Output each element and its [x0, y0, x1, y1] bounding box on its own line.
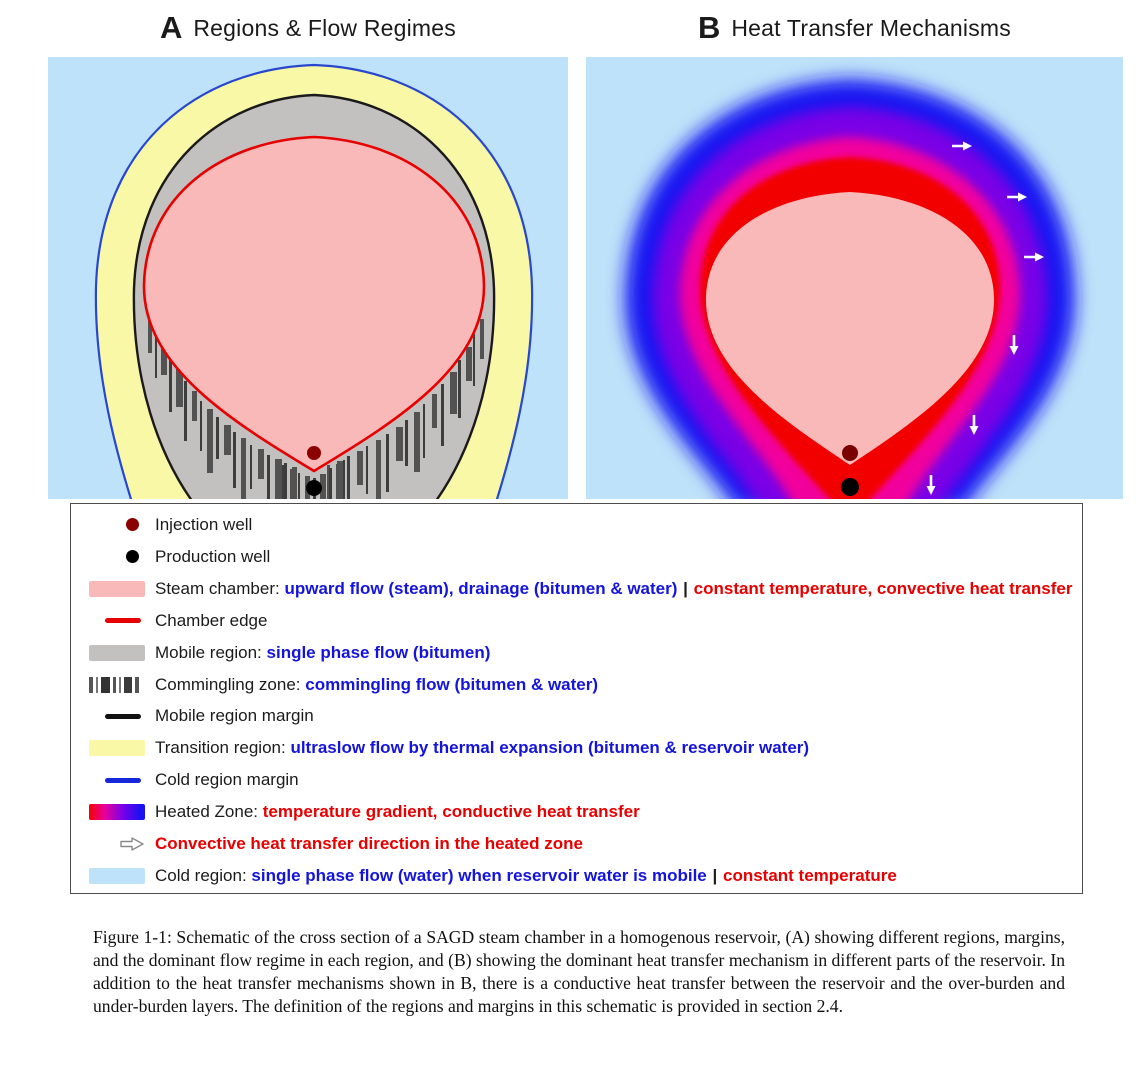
legend-item-transition-region	[89, 733, 1082, 763]
separator: |	[683, 578, 688, 598]
heat-transfer-text: Convective heat transfer direction in the heated zone	[155, 834, 583, 854]
legend-item-cold-region-margin	[89, 765, 1082, 795]
panel-a-title-text: Regions & Flow Regimes	[193, 14, 456, 41]
heat-transfer-schematic	[586, 57, 1123, 499]
flow-regime-text: single phase flow (water) when reservoir water is mobile	[251, 866, 707, 886]
legend-item-cold-region	[89, 861, 1082, 891]
panel-b-title-text: Heat Transfer Mechanisms	[731, 14, 1011, 41]
legend-label: Mobile region margin	[155, 706, 314, 726]
mobile-region-margin-icon	[105, 714, 141, 719]
production-well-icon	[126, 550, 139, 563]
legend-label: Steam chamber:	[155, 578, 280, 598]
injection-well-dot-b	[842, 445, 858, 461]
figure-caption: Figure 1-1: Schematic of the cross section of a SAGD steam chamber in a homogenous reservoir, (A) showing different regions, margins, and the dominant flow regime in each region, and (B) showing the dominant heat transfer mechanism in different parts of the reservoir. In addition to the heat transfer mechanisms shown in B, there is a conductive heat transfer between the reservoir and the over-burden and under-burden layers. The definition of the regions and margins in this schematic is provided in section 2.4.	[93, 927, 1065, 1017]
transition-region-swatch	[89, 740, 145, 756]
production-well-dot	[306, 480, 322, 496]
heat-transfer-text: constant temperature	[723, 866, 897, 886]
production-well-dot-b	[841, 478, 859, 496]
legend-label: Commingling zone:	[155, 674, 301, 694]
cold-region-swatch	[89, 868, 145, 884]
legend-label: Chamber edge	[155, 610, 268, 630]
cold-region-margin-icon	[105, 778, 141, 783]
legend-label: Mobile region:	[155, 642, 262, 662]
legend-label: Production well	[155, 546, 271, 566]
commingling-zone-swatch	[89, 677, 145, 693]
flow-regime-text: commingling flow (bitumen & water)	[305, 674, 599, 694]
injection-well-icon	[126, 518, 139, 531]
mobile-region-swatch	[89, 645, 145, 661]
legend-item-mobile-region	[89, 638, 1082, 668]
flow-regime-text: single phase flow (bitumen)	[266, 642, 491, 662]
chamber-edge-icon	[105, 618, 141, 623]
panel-b-label: B	[697, 10, 721, 45]
regions-flow-schematic	[48, 57, 568, 499]
legend-item-production-well	[89, 542, 1082, 572]
convective-arrow-icon	[119, 837, 145, 851]
flow-regime-text: ultraslow flow by thermal expansion (bitumen & reservoir water)	[290, 738, 810, 758]
panel-b-title	[586, 6, 1123, 50]
legend-label: Cold region margin	[155, 770, 299, 790]
legend-box	[70, 503, 1083, 894]
flow-regime-text: upward flow (steam), drainage (bitumen & water)	[284, 578, 678, 598]
steam-chamber-swatch	[89, 581, 145, 597]
heat-transfer-text: constant temperature, convective heat transfer	[693, 578, 1073, 598]
legend-item-convective-direction	[89, 829, 1082, 859]
legend-item-chamber-edge	[89, 606, 1082, 636]
legend-item-heated-zone	[89, 797, 1082, 827]
separator: |	[712, 866, 718, 886]
legend-label: Heated Zone:	[155, 802, 259, 822]
legend-item-steam-chamber	[89, 574, 1082, 604]
heat-transfer-text: temperature gradient, conductive heat transfer	[262, 802, 640, 822]
legend-item-mobile-region-margin	[89, 701, 1082, 731]
legend-item-commingling-zone	[89, 670, 1082, 700]
legend-item-injection-well	[89, 510, 1082, 540]
legend-label: Cold region:	[155, 866, 247, 886]
panel-a-title	[48, 6, 568, 50]
heated-zone-gradient-swatch	[89, 804, 145, 820]
injection-well-dot	[307, 446, 321, 460]
panel-b-figure	[586, 57, 1123, 499]
legend-label: Transition region:	[155, 738, 286, 758]
panel-a-label: A	[159, 10, 183, 45]
legend-label: Injection well	[155, 514, 253, 534]
panel-a-figure	[48, 57, 568, 499]
